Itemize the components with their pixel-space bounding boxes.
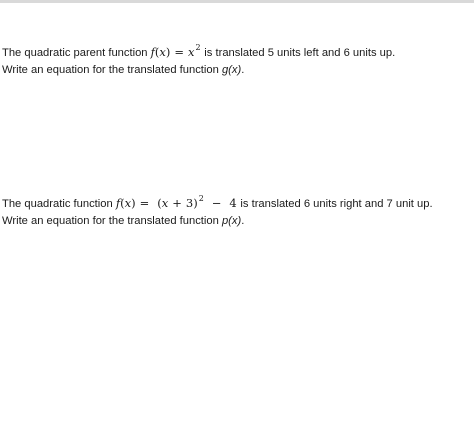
function-symbol: f [150, 45, 155, 59]
close-paren: ) [165, 45, 171, 59]
base-x: x [188, 45, 195, 59]
open-paren: ( [154, 45, 160, 59]
problem-2-statement [2, 195, 433, 213]
problem-2-function-expression [116, 196, 241, 210]
problem-2 [2, 195, 433, 229]
function-symbol: f [115, 196, 121, 210]
problem-2-period: . [241, 215, 245, 227]
top-divider-bar [0, 0, 474, 3]
variable-x: x [124, 196, 132, 210]
close-paren: ) [131, 196, 136, 210]
problem-2-instruction-text: Write an equation for the translated function [2, 215, 222, 227]
problem-1-target-function: g(x) [221, 64, 242, 76]
inner-constant: 3 [185, 196, 194, 210]
problem-1-function-expression [151, 45, 205, 59]
problem-2-translation-text: is translated 6 units right and 7 unit up. [240, 198, 433, 210]
problem-1-instruction-text: Write an equation for the translated function [2, 64, 222, 76]
minus-sign: − [211, 196, 222, 210]
equals-sign: = [174, 45, 185, 59]
problem-2-target-function: p(x) [221, 215, 242, 227]
problem-1-instruction [2, 62, 395, 78]
problem-2-intro-text: The quadratic function [2, 198, 116, 210]
problem-1 [2, 44, 395, 78]
problem-2-instruction [2, 213, 433, 229]
group-close-paren: ) [193, 196, 198, 210]
outer-constant: 4 [229, 196, 237, 210]
variable-x: x [159, 45, 166, 59]
problem-1-intro-text: The quadratic parent function [2, 47, 151, 59]
inner-x: x [161, 196, 169, 210]
exponent: 2 [195, 43, 201, 52]
problem-1-period: . [241, 64, 245, 76]
equals-sign: = [139, 196, 150, 210]
problem-1-statement [2, 44, 395, 62]
problem-1-translation-text: is translated 5 units left and 6 units up. [204, 47, 396, 59]
plus-sign: + [172, 196, 182, 210]
open-paren: ( [120, 196, 125, 210]
exponent: 2 [198, 194, 204, 203]
group-open-paren: ( [157, 196, 162, 210]
